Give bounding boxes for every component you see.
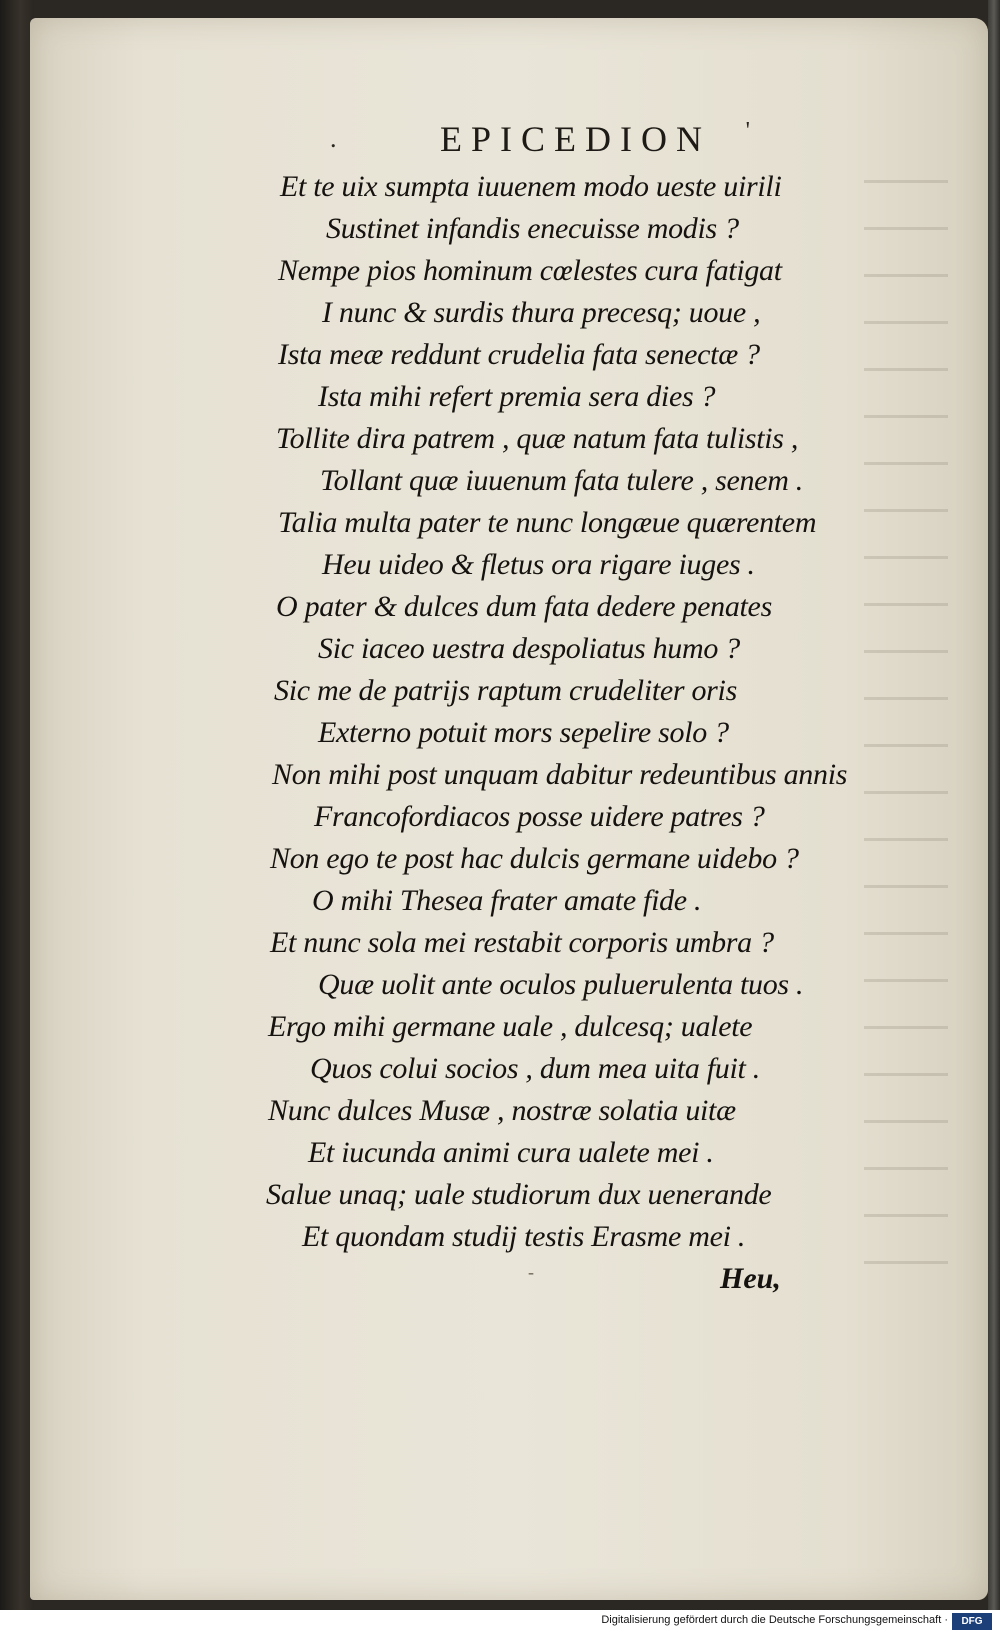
verse-line: Non ego te post hac dulcis germane uidebo ? [270, 842, 799, 875]
verse-line: Ista meæ reddunt crudelia fata senectæ ? [278, 338, 760, 371]
book-binding-edge [0, 0, 34, 1610]
verse-line: Tollite dira patrem , quæ natum fata tulistis , [276, 422, 799, 455]
verse-line: Sic iaceo uestra despoliatus humo ? [318, 632, 740, 665]
page-title: EPICEDION [440, 119, 711, 159]
attribution-footer [0, 1610, 1000, 1633]
verse-line: O mihi Thesea frater amate fide . [312, 884, 702, 917]
verse-line: Sic me de patrijs raptum crudeliter oris [274, 674, 737, 707]
verse-line: Nunc dulces Musæ , nostræ solatia uitæ [268, 1094, 736, 1127]
header-dot: . [330, 124, 337, 153]
verse-line: Non mihi post unquam dabitur redeuntibus annis [272, 758, 848, 791]
dfg-logo: DFG [952, 1613, 992, 1630]
catchword: Heu, [720, 1262, 781, 1295]
verse-line: Nempe pios hominum cœlestes cura fatigat [278, 254, 782, 287]
verse-line: Et quondam studij testis Erasme mei . [302, 1220, 746, 1253]
verse-line: Et te uix sumpta iuuenem modo ueste uirili [280, 170, 782, 203]
verse-line: Talia multa pater te nunc longæue quærentem [278, 506, 817, 539]
verse-line: Heu uideo & fletus ora rigare iuges . [322, 548, 755, 581]
verse-line: Francofordiacos posse uidere patres ? [314, 800, 765, 833]
book-page [30, 18, 988, 1600]
verse-line: I nunc & surdis thura precesq; uoue , [322, 296, 761, 329]
running-header [330, 118, 810, 168]
verse-line: Et iucunda animi cura ualete mei . [308, 1136, 714, 1169]
verse-line: Ista mihi refert premia sera dies ? [318, 380, 716, 413]
verse-line: Sustinet infandis enecuisse modis ? [326, 212, 739, 245]
funding-credit: Digitalisierung gefördert durch die Deutsche Forschungsgemeinschaft · [601, 1614, 948, 1626]
verse-line: Salue unaq; uale studiorum dux uenerande [266, 1178, 772, 1211]
verse-line: Quos colui socios , dum mea uita fuit . [310, 1052, 760, 1085]
bleed-through-text [828, 138, 948, 1238]
header-mark: ' [745, 118, 750, 144]
signature-mark: - [528, 1262, 534, 1282]
verse-line: Quæ uolit ante oculos puluerulenta tuos . [318, 968, 804, 1001]
verse-line: Ergo mihi germane uale , dulcesq; ualete [268, 1010, 753, 1043]
verse-line: Externo potuit mors sepelire solo ? [318, 716, 729, 749]
verse-line: Tollant quæ iuuenum fata tulere , senem . [320, 464, 803, 497]
verse-line: O pater & dulces dum fata dedere penates [276, 590, 772, 623]
verse-line: Et nunc sola mei restabit corporis umbra ? [270, 926, 774, 959]
book-cover-edge [988, 0, 1000, 1610]
